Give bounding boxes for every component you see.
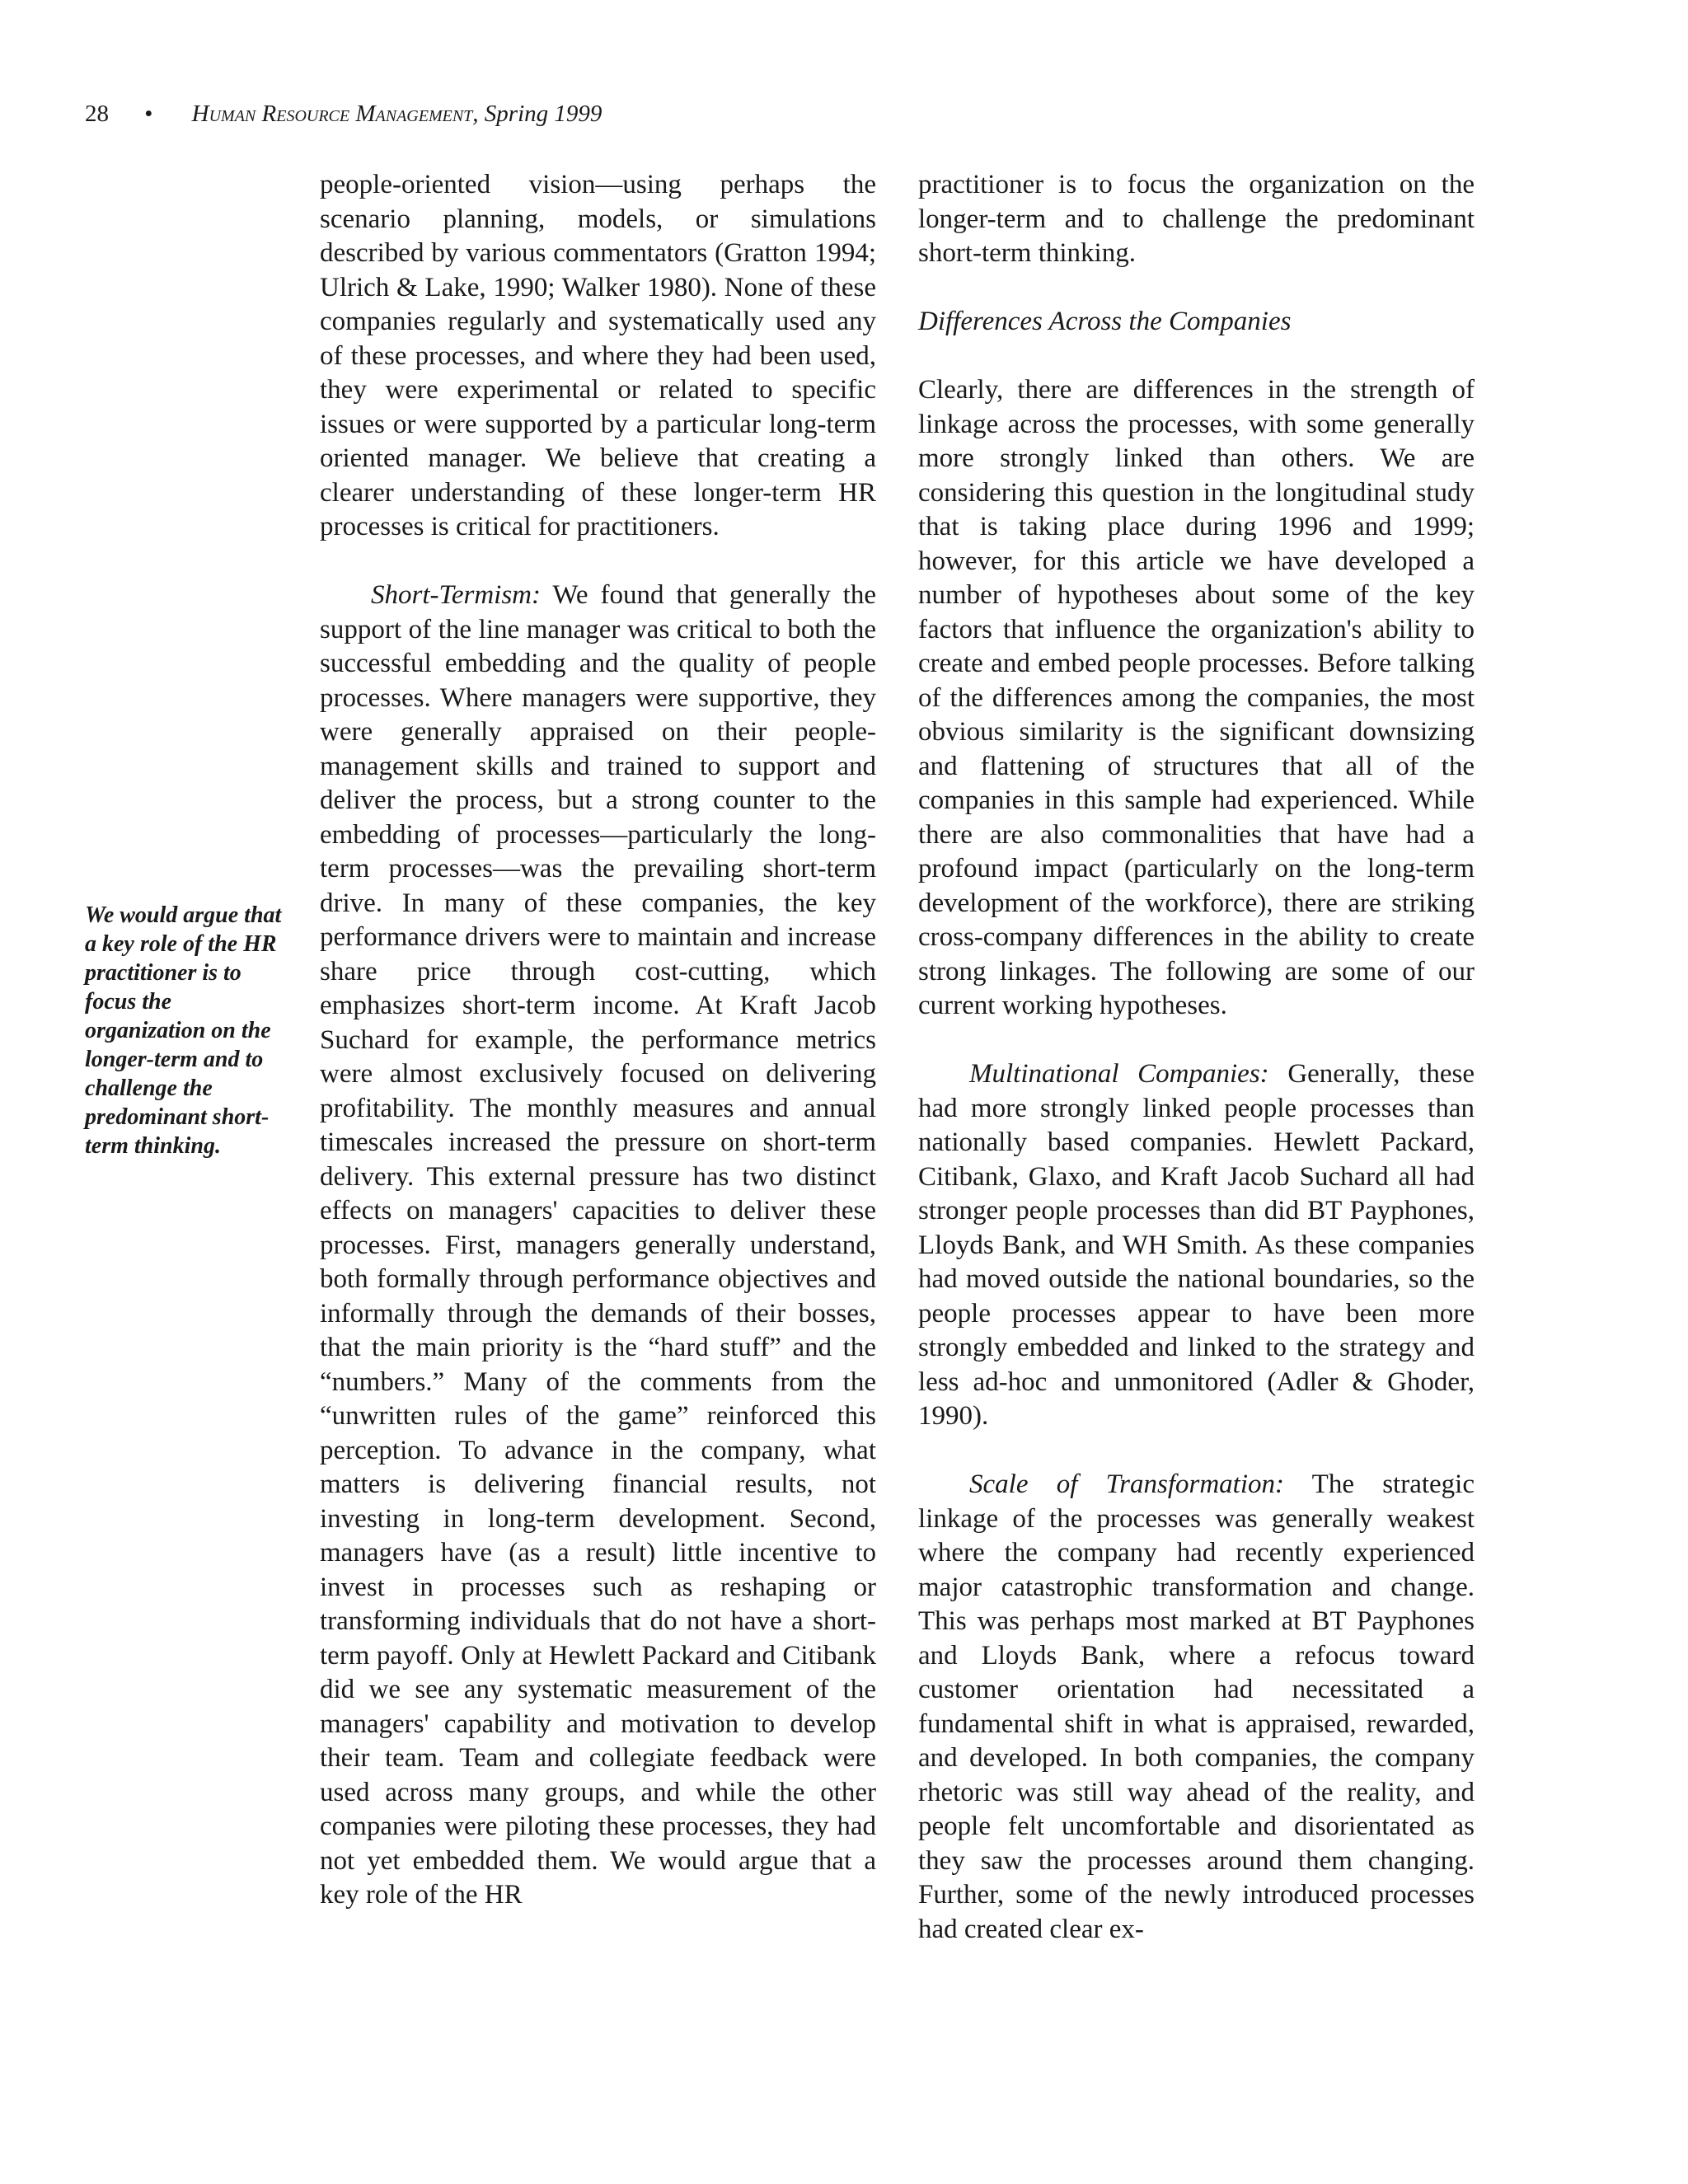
header-separator: •: [144, 101, 153, 127]
page-number: 28: [85, 101, 109, 127]
right-paragraph-1: practitioner is to focus the organization on the longer-term and to challenge the predominant short-term thinking.: [918, 170, 1475, 268]
transformation-lead: Scale of Transformation:: [969, 1469, 1285, 1499]
journal-title: Human Resource Management,: [191, 101, 479, 127]
transformation-paragraph: [918, 1468, 1475, 1947]
left-column: [320, 168, 876, 1913]
pull-quote: We would argue that a key role of the HR practitioner is to focus the organization on the longer-term and to challenge the predominant short-term thinking.: [85, 902, 282, 1159]
right-column: [918, 168, 1475, 1947]
differences-paragraph: Clearly, there are differences in the strength of linkage across the processes, with some generally more strongly linked than others. We are considering this question in the longitudinal study that is taking place during 1996 and 1999; however, for this article we have developed a number of hypotheses about some of the key factors that influence the organization's ability to create and embed people processes. Before talking of the differences among the companies, the most obvious similarity is the significant downsizing and flattening of structures that all of the companies in this sample had experienced. While there are also commonalities that have had a profound impact (particularly on the long-term development of the workforce), there are striking cross-company differences in the ability to create strong linkages. The following are some of our current working hypotheses.: [918, 375, 1475, 1020]
multinational-paragraph: [918, 1057, 1475, 1434]
left-paragraph-1: people-oriented vision—using perhaps the scenario planning, models, or simulations described by various commentators (Gratton 1994; Ulrich & Lake, 1990; Walker 1980). None of these companies regularly and systematically used any of these processes, and where they had been used, they were experimental or related to specific issues or were supported by a particular long-term oriented manager. We believe that creating a clearer understanding of these longer-term HR processes is critical for practitioners.: [320, 170, 876, 541]
section-subheading: Differences Across the Companies: [918, 307, 1292, 336]
short-termism-body: We found that generally the support of the line manager was critical to both the successful embedding and the quality of people processes. Where managers were supportive, they were generally appraised on their people-management skills and trained to support and deliver the process, but a strong counter to the embedding of processes—particularly the long-term processes—was the prevailing short-term drive. In many of these companies, the key performance drivers were to maintain and increase share price through cost-cutting, which emphasizes short-term income. At Kraft Jacob Suchard for example, the performance metrics were almost exclusively focused on delivering profitability. The monthly measures and annual timescales increased the pressure on short-term delivery. This external pressure has two distinct effects on managers' capacities to deliver these processes. First, managers generally understand, both formally through performance objectives and informally through the demands of their bosses, that the main priority is the “hard stuff” and the “numbers.” Many of the comments from the “unwritten rules of the game” reinforced this perception. To advance in the company, what matters is delivering financial results, not investing in long-term development. Second, managers have (as a result) little incentive to invest in processes such as reshaping or transforming individuals that do not have a short-term payoff. Only at Hewlett Packard and Citibank did we see any systematic measurement of the managers' capability and motivation to develop their team. Team and collegiate feedback were used across many groups, and while the other companies were piloting these processes, they had not yet embedded them. We would argue that a key role of the HR: [320, 580, 876, 1910]
running-header: [85, 97, 602, 130]
multinational-body: Generally, these had more strongly linked people processes than nationally based companies. Hewlett Packard, Citibank, Glaxo, and Kraft Jacob Suchard all had stronger people processes than did BT Payphones, Lloyds Bank, and WH Smith. As these companies had moved outside the national boundaries, so the people processes appear to have been more strongly embedded and linked to the strategy and less ad-hoc and unmonitored (Adler & Ghoder, 1990).: [918, 1059, 1475, 1431]
short-termism-paragraph: [320, 579, 876, 1913]
transformation-body: The strategic linkage of the processes was generally weakest where the company had recently experienced major catastrophic transformation and change. This was perhaps most marked at BT Payphones and Lloyds Bank, where a refocus toward customer orientation had necessitated a fundamental shift in what is appraised, rewarded, and developed. In both companies, the company rhetoric was still way ahead of the reality, and people felt uncomfortable and disorientated as they saw the processes around them changing. Further, some of the newly introduced processes had created clear ex-: [918, 1469, 1475, 1944]
short-termism-lead: Short-Termism:: [371, 580, 541, 610]
multinational-lead: Multinational Companies:: [969, 1059, 1269, 1089]
journal-issue: Spring 1999: [484, 101, 603, 127]
